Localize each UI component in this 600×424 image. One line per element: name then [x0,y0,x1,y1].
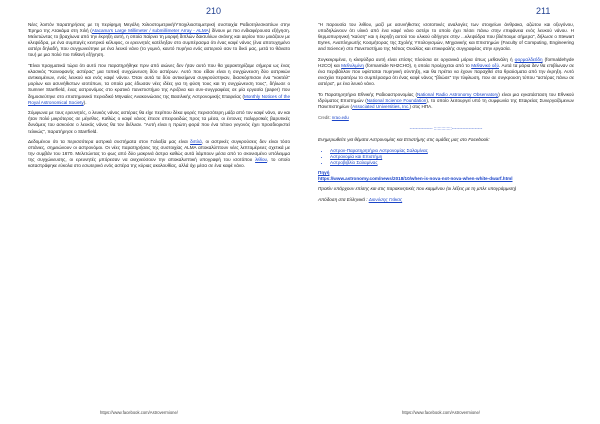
nsf-link[interactable]: National Science Foundation [366,98,427,104]
lithium-link[interactable]: λιθίου [255,157,268,163]
paragraph [318,57,574,87]
text: "Είναι πραγματικά τώρα ότι αυτό που παρατηρήθηκε πριν από αιώνες δεν ήταν αυτό που θα χαρακτηρίζαμε σήμερα ως ένας κλασικός "Καινοφανής αστέρας" μια τοπική συγχώνευση δύο αστέρων. Αυτό που είδαν είναι η συγχώνευση δύο αστρικών αντικειμένων, ενός λευκού και ενός καφέ νάνου. Όταν αυτά τα δύο αντικείμενα συγκρούστηκαν, διασκόρπισαν ένα "κοκτέιλ" μορίων και ασυνήθιστων ισοτόπων, τα οποία μας έδωσαν νέες ιδέες για τη φύση τους και τη συγχώνευση τους", δήλωσε ο Sumner Starrfield, ένας αστρονόμος στο κρατικό πανεπιστήμιο της Αριζόνα και συν-συγγραφέας σε μία εργασία (paper) που δημοσιεύτηκε στο επιστημονικό περιοδικό Μηνιαίες Ανακοινώσεις της Βασιλικής Αστρονομικής Εταιρείας ( [28,63,290,99]
binary-link[interactable]: διπλά [190,139,202,145]
text: Το Παρατηρητήριο Εθνικής Ραδιοαστρονομίας ( [318,91,418,97]
text: ). [83,99,87,105]
text: (formamide NH2CHO), η οποία προέρχεται από το [363,63,472,69]
formic-acid-link[interactable]: Μεθανικό οξύ [471,63,499,69]
paragraph [28,63,290,106]
translator-line [318,197,574,203]
methylimine-link[interactable]: Μεθυλιμίνη [341,63,364,69]
paragraph: "Η παρουσία του λιθίου, μαζί με ασυνήθιστες ισοτοπικές αναλογίες των στοιχείων άνθρακα, αζώτου και οξυγόνου, υποδηλώνουν ότι υλικό από ένα καφέ νάνο αστέρι το οποίο έχει πέσει πάνω στην επιφάνεια ενός λευκού νάνου. Η θερμοπυρηνική "καύση" και η έκρηξη αυτού του υλικού οδήγησε στην ...κλεψύδρα που βλέπουμε σήμερα", δήλωσε ο Stewart Eyres, Αναπληρωτής Κοσμήτορας της Σχολής Υπολογισμών, Μηχανικής και Επιστημών (Faculty of Computing, Engineering and Science) στο Πανεπιστήμιο της Νότιας Ουαλίας και επικεφαλής συγγραφέας στην εργασία. [318,22,574,52]
formaldehyde-link[interactable]: φορμαλδεΰδη [514,56,543,62]
right-page-body [318,22,574,208]
translator-label: Απόδοση στα Ελληνικά : [318,197,369,203]
text: , οι αστρικές συγκρούσεις δεν είναι τόσο σπάνιες, σημειώνουν οι αστρονόμοι. Οι νέες παρατηρήσεις της συστοιχίας ALMA αποκαλύπτουν νέες λεπτομέρειες σχετικά με την συμβάν του 1670. Μελετώντας το φως από δύο μακρινά άστρα καθώς αυτά λάμπουν μέσα από το σκονισμένο υπόλειμμα της συγχώνευσης, οι ερευνητές μπόρεσαν να ανιχνεύσουν την αποκαλυπτική υπογραφή του ισοτόπου [28,139,290,163]
facebook-groups-list [330,148,574,166]
facebook-group-link[interactable]: • Αστροβιβλίο Σαλαμίνας [330,160,574,166]
text: , το οποίο καταστράφηκε εύκολα στο εσωτερικό ενός αστέρα της κύριας ακολουθίας, αλλά όχι μέσα σε ένα καφέ νάνο. [28,157,291,169]
source-url-link[interactable]: https://www.astronomy.com/news/2018/10/when-is-nova-not-nova-when-white-dwarf.html [318,175,513,181]
paragraph [28,22,290,59]
info-intro: Ενημερωθείτε για θέματα Αστρονομίας και Επιστήμης στις ομάδες μας στο Facebook: [318,136,490,142]
text: Νέες λοιπόν παρατηρήσεις με τη περίφημη Μεγάλη Χιλιοστομετρική/Υποχιλιοστομετρική συστοιχία Ραδιοτηλεσκοπίων στην Έρημο της Ατακάμα στη Χιλή ( [28,22,290,34]
translator-link[interactable]: Διονύσης Γιάκας [368,197,403,203]
text: ) στις ΗΠΑ. [409,104,433,110]
right-page [304,0,594,424]
source [318,170,574,182]
text: ) δίνουν με πιο ενδιαφέρουσα εξήγηση. Μελετώντας το βραχίωνα από την έκρηξη αυτή, η οποία παίρνει τη μορφή διπλών δακτυλίων σκόνης και αερίου που μοιάζουν με κλεψύδρα, με ένα συμπαγές κεντρικό κέλυφος, οι ερευνητές κατέληξαν στο συμπέρασμα ότι ένας καφέ νάνος (ένα αποτυχημένο αστέρι δηλαδή, που συγχωνεύτηκε με ένα λευκό νάνο (το γυμνό, καυτό πυρήνα ενός αστεριού σαν το δικό μας, μετά το θάνατο του) με μια πολύ πιο πιθανή εξήγηση. [28,28,291,58]
nrao-link[interactable]: National Radio Astronomy Observatory [417,91,499,97]
paragraph: Σύμφωνα με τους ερευνητές, ο λευκός νάνος αστέρας θα είχε περίπου δέκα φορές περισσότερη μάζα από τον καφέ νάνο, αν και ήταν πολύ μικρότερος σε μέγεθος. Καθώς ο καφέ νάνος έπεσε σπειροειδώς προς τα μέσα, οι έντονες παλιρροϊκές βαρυτικές δυνάμεις του ασκούσε ο λευκός νάνος θα τον διέλυαν. "Αυτή είναι η πρώτη φορά που ένα τέτοιο γεγονός έχει προσδιοριστεί τελικώς", παρατήρησε ο Starrfield. [28,110,290,134]
text: Δεδομένου ότι τα περισσότερα αστρικά συστήματα στον Γαλαξία μας είναι [28,139,191,145]
credit-link[interactable]: nrao.edu [331,114,349,120]
page-footer-right: https://www.facebook.com/Astrovermione/ [402,410,480,415]
facebook-group-link[interactable]: • Αστρονομία και Επιστήμη [330,154,574,160]
source-label: Πηγή [318,169,330,175]
left-page [4,0,294,424]
paragraph [28,139,290,169]
credit-label: Credit: [318,114,332,120]
section-divider: --------------- ::::::::::::::-------------------- [409,125,483,131]
text: ) είναι μια εγκατάσταση του Εθνικού Ιδρύματος Επιστημών ( [318,91,575,104]
text: (formaldehyde H2CO) και [318,56,575,69]
paragraph [318,92,574,110]
left-page-body [28,22,290,174]
aui-link[interactable]: Associated Universities, Inc. [352,104,410,110]
text: Συγκεκριμένα, η κλεψύδρα αυτή είναι επίσης πλούσια σε οργανικά μόρια όπως μεθανάλη ή [318,56,515,62]
page-footer-left: https://www.facebook.com/Astrovermione/ [100,410,178,415]
text: . Αυτά τα μόρια δεν θα επιβίωναν σε ένα περιβάλλον που υφίσταται πυρηνική σύντηξη, και θα πρέπει να έχουν παραχθεί στα θραύσματα από την έκρηξη. Αυτό ενισχύει περαιτέρω το συμπέρασμα ότι ένας καφέ νάνος "βλώσε" την τύφλωση, που σε συγκρουση τύπου "αστέρας πάνω σε αστέρα", με ένα λευκό νάνο. [318,63,574,87]
alma-link[interactable]: Atacama's Large Millimeter / submillimeter Array - ALMA [91,28,209,34]
mnras-link[interactable]: Monthly Notices of the Royal Astronomical Society [28,93,291,105]
text: ), το οποίο λειτουργεί υπό τη συμφωνία της Εταιρείας Συνεργαζόμενων Πανεπιστημίων ( [318,98,574,110]
note: Προϊόν υπάρχουν επίσης και στις παρακινητικές που καμμένου (οι λέξεις με τη μπλε υπογράμμιση) [318,186,517,192]
page-number-right: 211 [536,6,551,16]
image-credit [318,115,574,121]
facebook-group-link[interactable]: • Αστρον-Παρατηρητήριο Αστρονομίας Σαλαμίνας [330,148,574,154]
page-number-left: 210 [206,6,222,16]
